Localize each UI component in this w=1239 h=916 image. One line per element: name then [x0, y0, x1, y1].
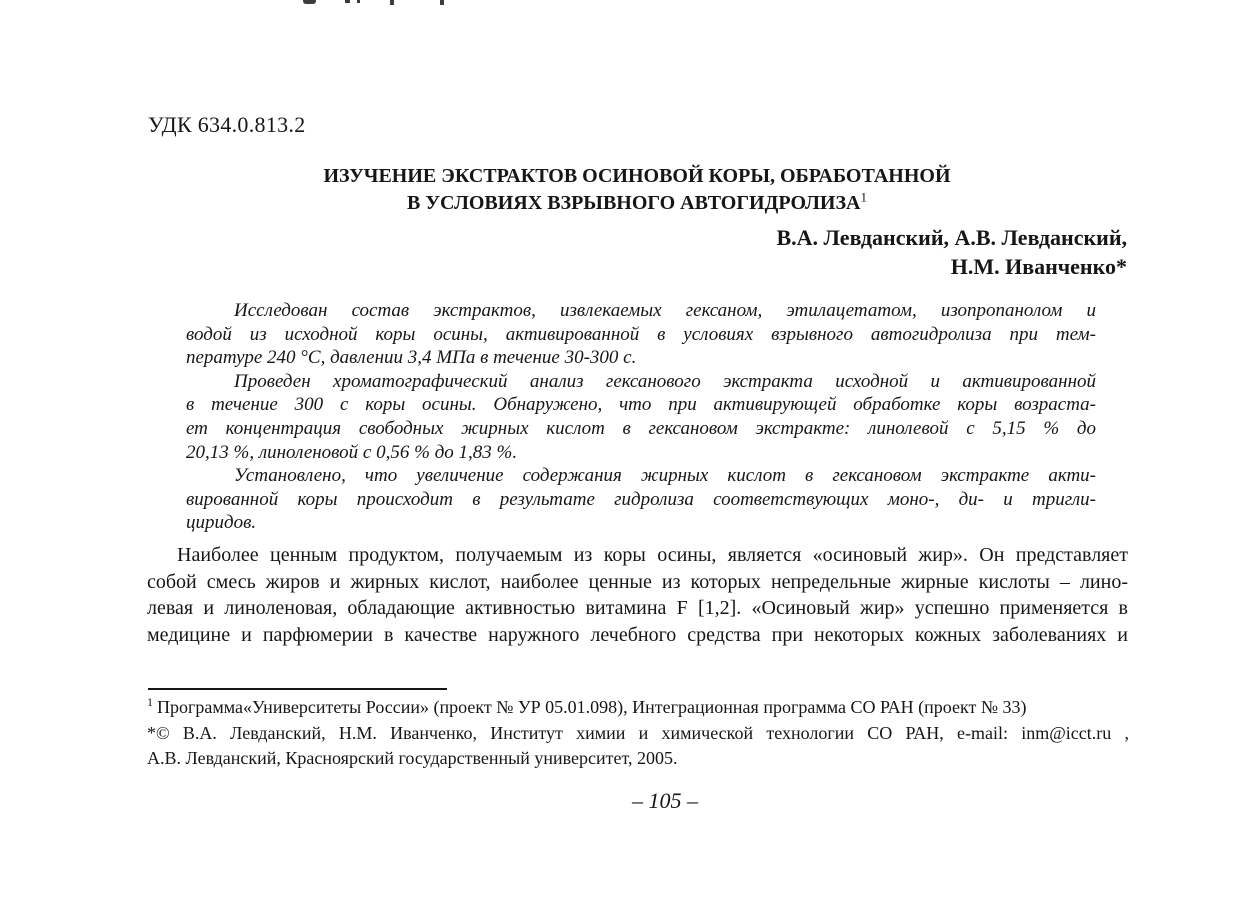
- footnote-line-2: *© В.А. Левданский, Н.М. Иванченко, Институт химии и химической технологии СО РАН, e-mail: inm@icct.ru ,: [147, 722, 1129, 743]
- cropped-text-remnant: [357, 0, 360, 3]
- cropped-text-remnant: [303, 0, 316, 4]
- abstract-line: водой из исходной коры осины, активированной в условиях взрывного автогидролиза при тем-: [186, 323, 1096, 345]
- body-line: Наиболее ценным продуктом, получаемым из коры осины, является «осиновый жир». Он представляет: [177, 544, 1128, 566]
- abstract-line: пературе 240 °С, давлении 3,4 МПа в течение 30-300 с.: [186, 347, 637, 369]
- footnote-line-1: [147, 695, 1129, 721]
- abstract: [186, 299, 1096, 535]
- cropped-text-remnant: [390, 0, 394, 5]
- paper-title-line-2-text: В УСЛОВИЯХ ВЗРЫВНОГО АВТОГИДРОЛИЗА: [406, 192, 861, 214]
- footnote-line-1-text: Программа«Университеты России» (проект № УР 05.01.098), Интеграционная программа СО РАН (проект № 33): [157, 697, 1027, 717]
- cropped-text-remnant: [345, 0, 350, 3]
- paper-title-line-2: [147, 190, 1127, 217]
- udc-code: УДК 634.0.813.2: [148, 112, 306, 137]
- abstract-line: в течение 300 с коры осины. Обнаружено, что при активирующей обработке коры возраста-: [186, 394, 1096, 416]
- footnote: [147, 695, 1129, 772]
- paper-title-line-1: ИЗУЧЕНИЕ ЭКСТРАКТОВ ОСИНОВОЙ КОРЫ, ОБРАБОТАННОЙ: [323, 165, 951, 187]
- abstract-line: циридов.: [186, 512, 257, 534]
- abstract-paragraph-2: [186, 370, 1096, 464]
- footnote-line-3: А.В. Левданский, Красноярский государственный университет, 2005.: [147, 748, 678, 768]
- page-number: – 105 –: [632, 788, 698, 813]
- paper-title: [147, 163, 1127, 217]
- footnote-divider: [148, 688, 447, 690]
- authors: [147, 223, 1127, 281]
- abstract-line: Установлено, что увеличение содержания жирных кислот в гексановом экстракте акти-: [234, 465, 1096, 487]
- authors-line-1: В.А. Левданский, А.В. Левданский,: [776, 225, 1127, 250]
- abstract-line: Исследован состав экстрактов, извлекаемых гексаном, этилацетатом, изопропанолом и: [234, 300, 1096, 321]
- body-line: собой смесь жиров и жирных кислот, наиболее ценные из которых непредельные жирные кислоты – лино-: [147, 570, 1128, 593]
- body-line: медицине и парфюмерии в качестве наружного лечебного средства при некоторых кожных заболеваниях и: [147, 623, 1128, 646]
- abstract-paragraph-3: [186, 464, 1096, 535]
- abstract-line: ет концентрация свободных жирных кислот в гексановом экстракте: линолевой с 5,15 % до: [186, 417, 1096, 439]
- abstract-line: вированной коры происходит в результате гидролиза соответствующих моно-, ди- и тригли-: [186, 488, 1096, 510]
- body-line: левая и линоленовая, обладающие активностью витамина F [1,2]. «Осиновый жир» успешно применяется в: [147, 597, 1128, 620]
- abstract-paragraph-1: [186, 299, 1096, 370]
- abstract-line: Проведен хроматографический анализ гексанового экстракта исходной и активированной: [234, 370, 1096, 392]
- body-paragraph: [147, 542, 1128, 648]
- title-footnote-marker: 1: [860, 189, 867, 205]
- abstract-line: 20,13 %, линоленовой с 0,56 % до 1,83 %.: [186, 441, 518, 463]
- footnote-marker: 1: [147, 695, 153, 709]
- authors-line-2: Н.М. Иванченко*: [950, 254, 1127, 279]
- cropped-text-remnant: [440, 0, 444, 5]
